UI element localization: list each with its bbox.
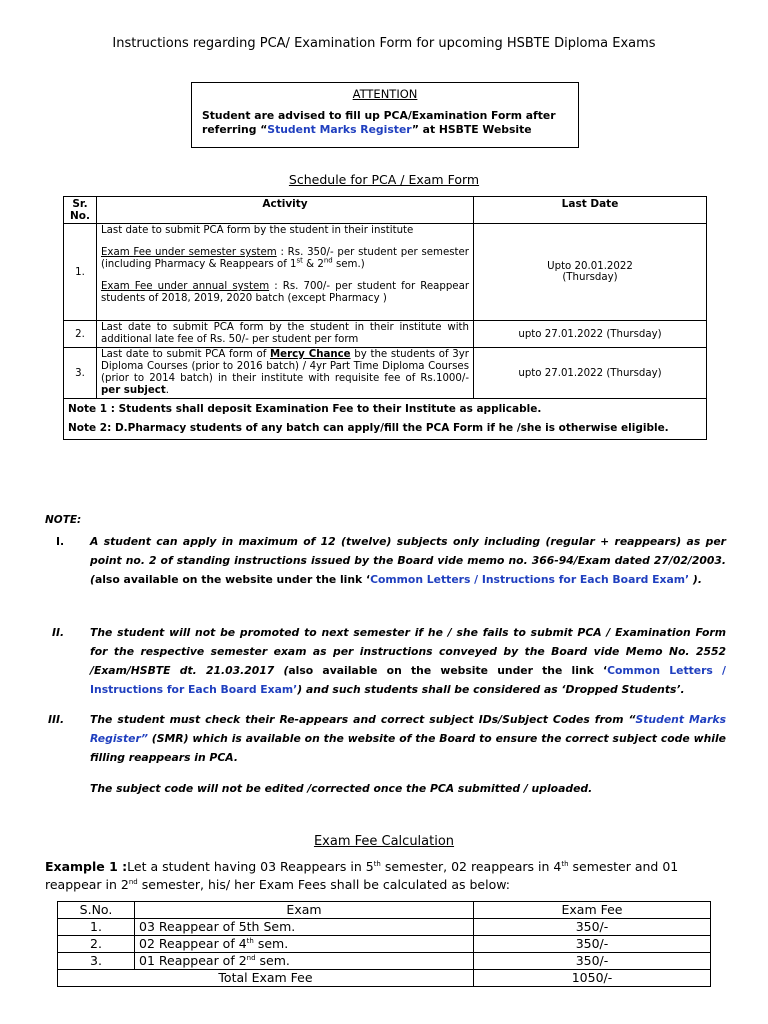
row-activity: Last date to submit PCA form by the student in their institute Exam Fee under semester system : Rs. 350/- per student per semester (including Pharmacy & Reappears of 1st & 2nd sem.) Exam Fee under annual system : Rs. 700/- per student for Reappear students of 2018, 2019, 2020 batch (except Pharmacy )	[97, 224, 474, 321]
table-row	[64, 224, 707, 321]
note-point-3: III. The student must check their Re-appears and correct subject IDs/Subject Codes from “Student Marks Register” (SMR) which is available on the website of the Board to ensure the correct subject code while filling reappears in PCA. The subject code will not be edited /corrected once the PCA submitted / uploaded.	[46, 710, 726, 798]
header-fee: Exam Fee	[474, 902, 711, 919]
row-activity: Last date to submit PCA form by the student in their institute with additional late fee of Rs. 50/- per student per form	[97, 321, 474, 348]
row-last-date: upto 27.01.2022 (Thursday)	[474, 321, 707, 348]
student-marks-register-link[interactable]: Student Marks Register”	[90, 713, 726, 745]
header-sr-no: Sr. No.	[64, 197, 97, 224]
student-marks-register-link[interactable]: Student Marks Register	[267, 123, 412, 136]
row-last-date: Upto 20.01.2022 (Thursday)	[474, 224, 707, 321]
fee-example-text: Example 1 :Let a student having 03 Reappears in 5th semester, 02 reappears in 4th semester and 01 reappear in 2nd semester, his/ her Exam Fees shall be calculated as below:	[45, 859, 679, 892]
table-row	[64, 348, 707, 399]
header-activity: Activity	[97, 197, 474, 224]
row-sr: 2.	[64, 321, 97, 348]
mercy-chance-label: Mercy Chance	[270, 349, 351, 360]
common-letters-link[interactable]: Common Letters / Instructions for Each Board Exam’	[370, 573, 690, 586]
table-row: 3. 01 Reappear of 2nd sem. 350/-	[58, 953, 711, 970]
note-1: Note 1 : Students shall deposit Examination Fee to their Institute as applicable.	[68, 403, 542, 415]
note-2: Note 2: D.Pharmacy students of any batch can apply/fill the PCA Form if he /she is otherwise eligible.	[68, 422, 669, 434]
total-label: Total Exam Fee	[58, 970, 474, 987]
point-number: II.	[52, 626, 65, 639]
point-number: III.	[48, 713, 65, 726]
fee-calc-title: Exam Fee Calculation	[313, 834, 455, 849]
schedule-table	[63, 196, 707, 440]
fee-table	[57, 901, 711, 987]
note-label: NOTE:	[45, 514, 82, 526]
table-row: 1. 03 Reappear of 5th Sem. 350/-	[58, 919, 711, 936]
header-exam: Exam	[135, 902, 474, 919]
point-number: I.	[56, 535, 65, 548]
table-row	[64, 321, 707, 348]
attention-heading: ATTENTION	[352, 87, 418, 101]
row-activity: Last date to submit PCA form of Mercy Chance by the students of 3yr Diploma Courses (prior to 2016 batch) / 4yr Part Time Diploma Courses (prior to 2014 batch) in their institute with requisite fee of Rs.1000/- per subject.	[97, 348, 474, 399]
row-last-date: upto 27.01.2022 (Thursday)	[474, 348, 707, 399]
common-letters-link[interactable]: Common Letters / Instructions for Each Board Exam’	[90, 664, 726, 696]
schedule-title: Schedule for PCA / Exam Form	[288, 172, 480, 187]
row-sr: 1.	[64, 224, 97, 321]
total-row	[58, 970, 711, 987]
note-point-2: II. The student will not be promoted to next semester if he / she fails to submit PCA / Examination Form for the respective semester exam as per instructions conveyed by the Board vide Memo No. 2552 /Exam/HSBTE dt. 21.03.2017 (also available on the website under the link ‘Common Letters / Instructions for Each Board Exam’) and such students shall be considered as ‘Dropped Students’.	[46, 623, 726, 699]
table-row: 2. 02 Reappear of 4th sem. 350/-	[58, 936, 711, 953]
fee-header-row	[58, 902, 711, 919]
header-last-date: Last Date	[474, 197, 707, 224]
total-value: 1050/-	[474, 970, 711, 987]
document-title: Instructions regarding PCA/ Examination Form for upcoming HSBTE Diploma Exams	[112, 36, 656, 51]
row-sr: 3.	[64, 348, 97, 399]
attention-box	[191, 82, 579, 148]
schedule-header-row	[64, 197, 707, 224]
subject-code-note: The subject code will not be edited /corrected once the PCA submitted / uploaded.	[90, 782, 593, 795]
note-point-1: I. A student can apply in maximum of 12 (twelve) subjects only including (regular + reappears) as per point no. 2 of standing instructions issued by the Board vide memo no. 366-94/Exam dated 27/02/2003. (also available on the website under the link ‘Common Letters / Instructions for Each Board Exam’ ).	[46, 532, 726, 589]
attention-text: Student are advised to fill up PCA/Examination Form after referring “Student Marks Register” at HSBTE Website	[202, 109, 556, 136]
header-sno: S.No.	[58, 902, 135, 919]
schedule-notes	[64, 399, 707, 440]
notes-row	[64, 399, 707, 440]
